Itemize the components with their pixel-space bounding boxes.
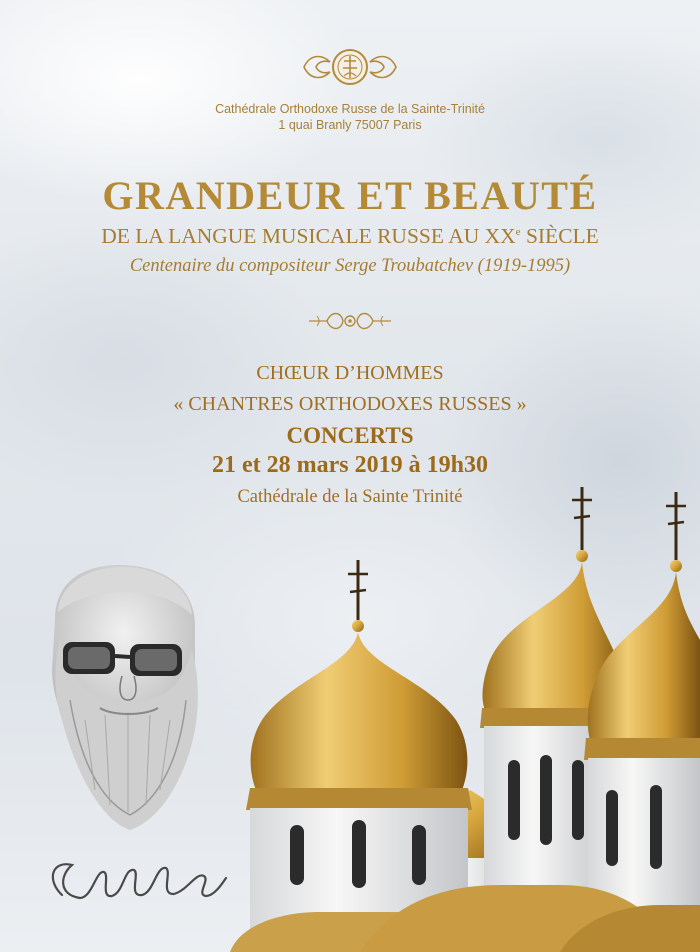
event-dates: 21 et 28 mars 2019 à 19h30: [212, 452, 488, 478]
subtitle-prefix: DE LA LANGUE MUSICALE RUSSE AU XX: [101, 224, 516, 248]
event-venue: Cathédrale de la Sainte Trinité: [237, 487, 463, 507]
cathedral-name: Cathédrale Orthodoxe Russe de la Sainte-Trinité: [215, 102, 485, 116]
composer-signature: [53, 864, 226, 898]
subtitle-superscript: e: [515, 226, 521, 238]
golden-domes-illustration: [230, 487, 700, 952]
choir-name: « CHANTRES ORTHODOXES RUSSES »: [173, 393, 527, 415]
cathedral-address: 1 quai Branly 75007 Paris: [278, 118, 422, 132]
centenaire-line: Centenaire du compositeur Serge Troubatchev (1919-1995): [129, 256, 571, 276]
poster-title: GRANDEUR ET BEAUTÉ: [102, 173, 598, 218]
subtitle-suffix: SIÈCLE: [520, 224, 599, 248]
event-type: CONCERTS: [286, 423, 414, 448]
composer-portrait: [52, 565, 198, 830]
choir-line: CHŒUR D’HOMMES: [256, 362, 444, 384]
